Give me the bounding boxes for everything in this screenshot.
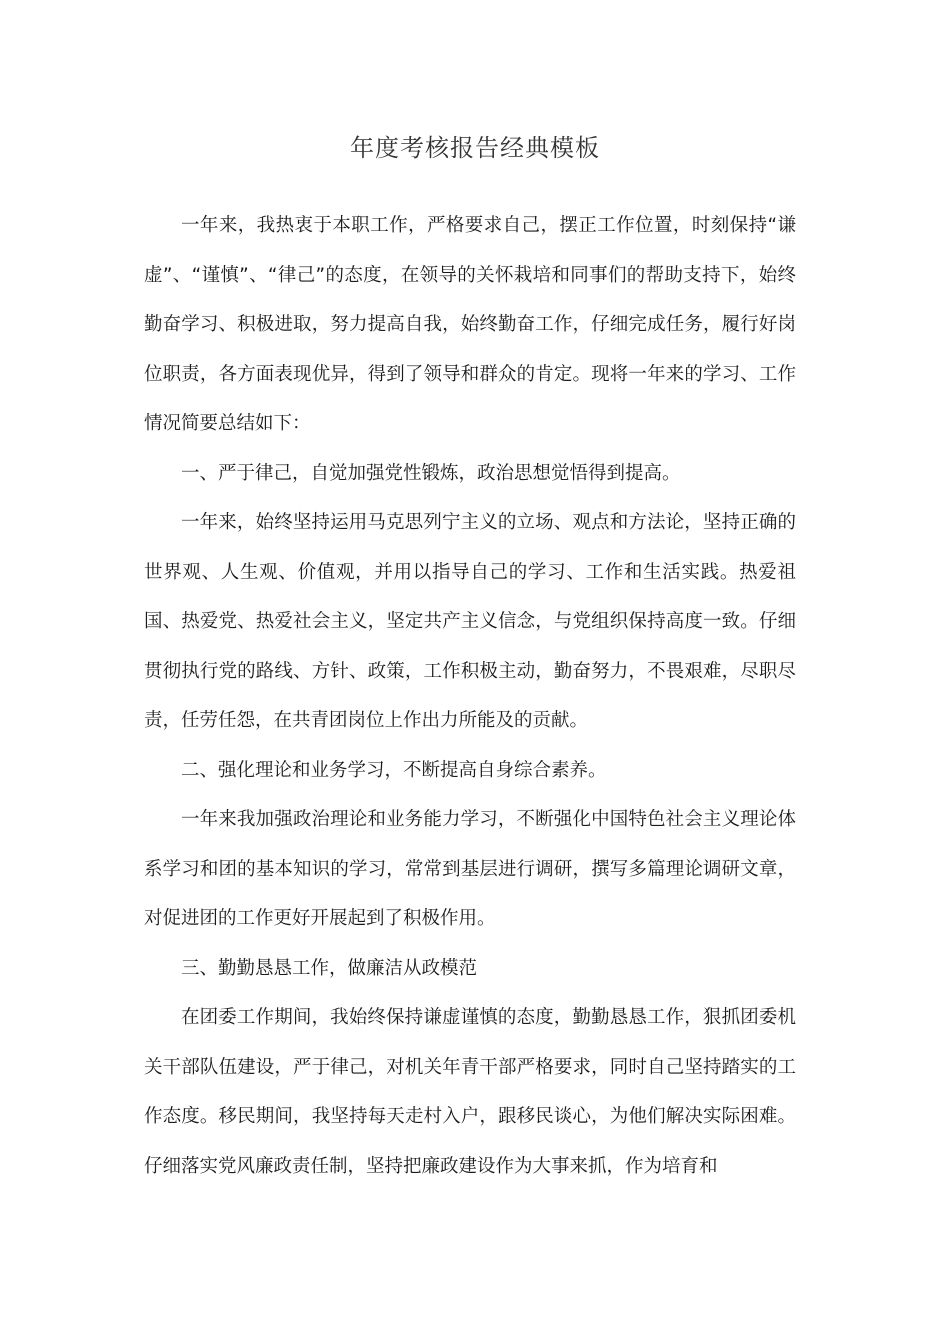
paragraph-section-1: 一年来，始终坚持运用马克思列宁主义的立场、观点和方法论，坚持正确的世界观、人生观、价值观，并用以指导自己的学习、工作和生活实践。热爱祖国、热爱党、热爱社会主义，坚定共产主义信念，与党组织保持高度一致。仔细贯彻执行党的路线、方针、政策，工作积极主动，勤奋努力，不畏艰难，尽职尽责，任劳任怨，在共青团岗位上作出力所能及的贡献。 [144, 512, 796, 731]
paragraph-intro: 一年来，我热衷于本职工作，严格要求自己，摆正工作位置，时刻保持“谦虚”、“谨慎”、“律己”的态度，在领导的关怀栽培和同事们的帮助支持下，始终勤奋学习、积极进取，努力提高自我，始终勤奋工作，仔细完成任务，履行好岗位职责，各方面表现优异，得到了领导和群众的肯定。现将一年来的学习、工作情况简要总结如下： [144, 215, 796, 434]
document-body [144, 201, 796, 1191]
section-heading-3: 三、勤勤恳恳工作，做廉洁从政模范 [181, 957, 478, 979]
paragraph-section-2: 一年来我加强政治理论和业务能力学习，不断强化中国特色社会主义理论体系学习和团的基本知识的学习，常常到基层进行调研，撰写多篇理论调研文章，对促进团的工作更好开展起到了积极作用。 [144, 809, 796, 929]
paragraph-section-3: 在团委工作期间，我始终保持谦虚谨慎的态度，勤勤恳恳工作，狠抓团委机关干部队伍建设，严于律己，对机关年青干部严格要求，同时自己坚持踏实的工作态度。移民期间，我坚持每天走村入户，跟移民谈心，为他们解决实际困难。仔细落实党风廉政责任制，坚持把廉政建设作为大事来抓，作为培育和 [144, 1007, 796, 1177]
document-title: 年度考核报告经典模板 [350, 134, 600, 162]
section-heading-2: 二、强化理论和业务学习，不断提高自身综合素养。 [181, 759, 607, 781]
section-heading-1: 一、严于律己，自觉加强党性锻炼，政治思想觉悟得到提高。 [181, 462, 681, 484]
